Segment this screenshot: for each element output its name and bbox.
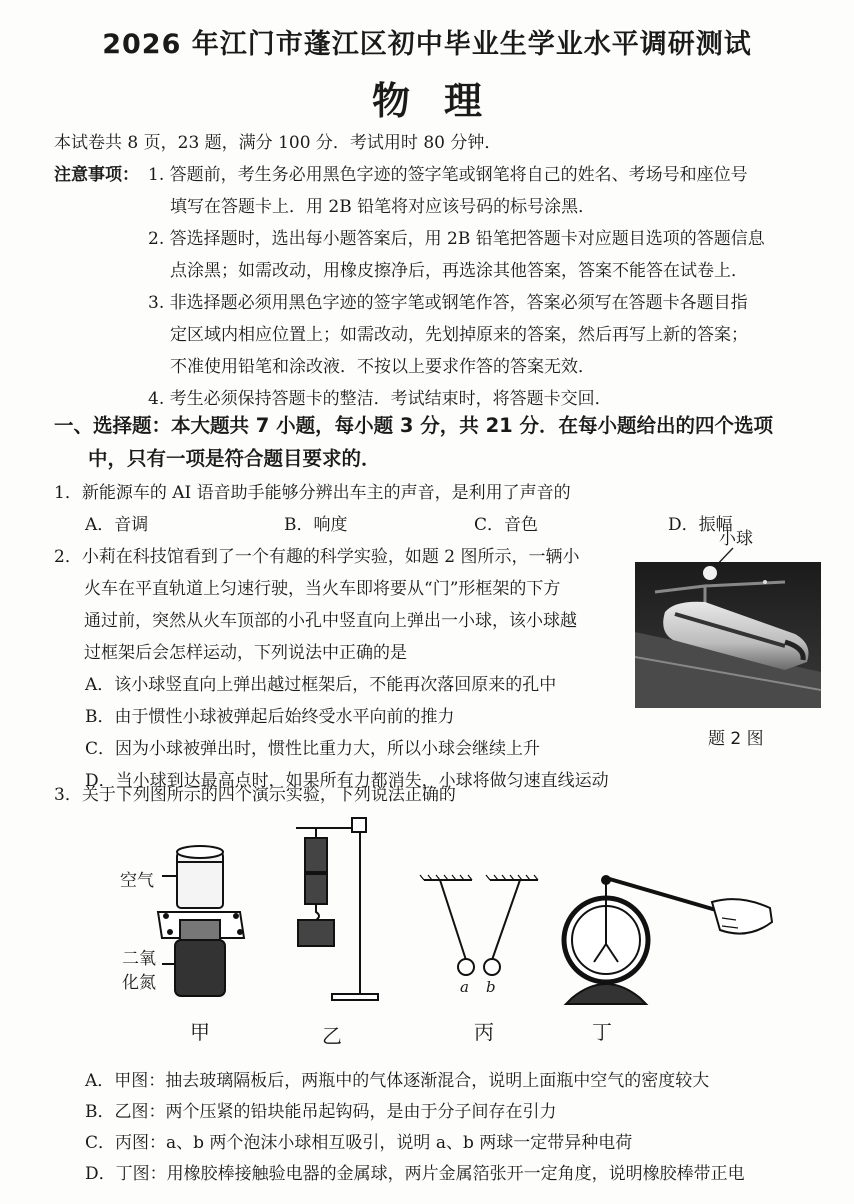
note-line: 不准使用铅笔和涂改液．不按以上要求作答的答案无效．: [170, 357, 595, 377]
section-heading: 一、选择题：本大题共 7 小题，每小题 3 分，共 21 分．在每小题给出的四个选项: [54, 414, 774, 437]
q1-option-d: D．振幅: [668, 515, 733, 535]
electroscope-icon: [564, 876, 772, 1004]
q1-stem: 1．新能源车的 AI 语音助手能够分辨出车主的声音，是利用了声音的: [54, 483, 571, 503]
q3-option-c: C．丙图：a、b 两个泡沫小球相互吸引，说明 a、b 两球一定带异种电荷: [85, 1133, 633, 1153]
note-line: 2. 答选择题时，选出每小题答案后，用 2B 铅笔把答题卡对应题目选项的答题信息: [148, 229, 765, 249]
q3-option-d: D．丁图：用橡胶棒接触验电器的金属球，两片金属箔张开一定角度，说明橡胶棒带正电: [85, 1164, 745, 1184]
air-label: 空气: [120, 871, 154, 891]
no2-label-1: 二氧: [122, 949, 156, 969]
caption-ding: 丁: [592, 1020, 612, 1044]
lead-block-stand-icon: [296, 818, 378, 1000]
exam-title: 2026 年江门市蓬江区初中毕业生学业水平调研测试: [102, 29, 752, 60]
q2-line: 火车在平直轨道上匀速行驶，当火车即将要从“门”形框架的下方: [84, 579, 561, 599]
q1-option-b: B．响度: [284, 515, 348, 535]
q3-option-b: B．乙图：两个压紧的铅块能吊起钩码，是由于分子间存在引力: [85, 1102, 557, 1122]
q2-line: 2．小莉在科技馆看到了一个有趣的科学实验，如题 2 图所示，一辆小: [54, 547, 580, 567]
note-line: 点涂黑；如需改动，用橡皮擦净后，再选涂其他答案，答案不能答在试卷上．: [170, 261, 748, 281]
q2-option-b: B．由于惯性小球被弹起后始终受水平向前的推力: [85, 707, 455, 727]
note-line: 定区域内相应位置上；如需改动，先划掉原来的答案，然后再写上新的答案；: [170, 325, 748, 345]
q2-option-d: D．当小球到达最高点时，如果所有力都消失，小球将做匀速直线运动: [85, 771, 609, 791]
q3-stem: 3．关于下列图所示的四个演示实验，下列说法正确的: [54, 785, 456, 805]
q3-option-a: A．甲图：抽去玻璃隔板后，两瓶中的气体逐渐混合，说明上面瓶中空气的密度较大: [85, 1071, 710, 1091]
q2-line: 通过前，突然从火车顶部的小孔中竖直向上弹出一小球，该小球越: [84, 611, 577, 631]
foam-balls-icon: [420, 875, 538, 975]
note-line: 3. 非选择题必须用黑色字迹的签字笔或钢笔作答，答案必须写在答题卡各题目指: [148, 293, 748, 313]
section-heading-cont: 中，只有一项是符合题目要求的．: [88, 447, 381, 470]
no2-label-2: 化氮: [122, 973, 156, 993]
ball-label: 小球: [719, 529, 753, 549]
intro-text: 本试卷共 8 页，23 题，满分 100 分．考试用时 80 分钟．: [54, 133, 502, 153]
ball-b-label: b: [486, 978, 496, 996]
jar-experiment-icon: [158, 846, 244, 996]
fig2-caption: 题 2 图: [708, 729, 764, 749]
q2-option-a: A．该小球竖直向上弹出越过框架后，不能再次落回原来的孔中: [85, 675, 557, 695]
notes-label: 注意事项：: [54, 165, 139, 185]
note-line: 4. 考生必须保持答题卡的整洁．考试结束时，将答题卡交回．: [148, 389, 612, 409]
caption-yi: 乙: [322, 1024, 342, 1048]
q2-line: 过框架后会怎样运动，下列说法中正确的是: [84, 643, 407, 663]
q1-option-c: C．音色: [474, 515, 539, 535]
subject-title: 物理: [371, 79, 516, 123]
note-line: 1. 答题前，考生务必用黑色字迹的签字笔或钢笔将自己的姓名、考场号和座位号: [148, 165, 748, 185]
ball-a-label: a: [460, 978, 469, 996]
q2-option-c: C．因为小球被弹出时，惯性比重力大，所以小球会继续上升: [85, 739, 541, 759]
note-line: 填写在答题卡上．用 2B 铅笔将对应该号码的标号涂黑．: [170, 197, 596, 217]
q1-option-a: A．音调: [85, 515, 149, 535]
caption-bing: 丙: [474, 1020, 494, 1044]
caption-jia: 甲: [190, 1020, 210, 1044]
